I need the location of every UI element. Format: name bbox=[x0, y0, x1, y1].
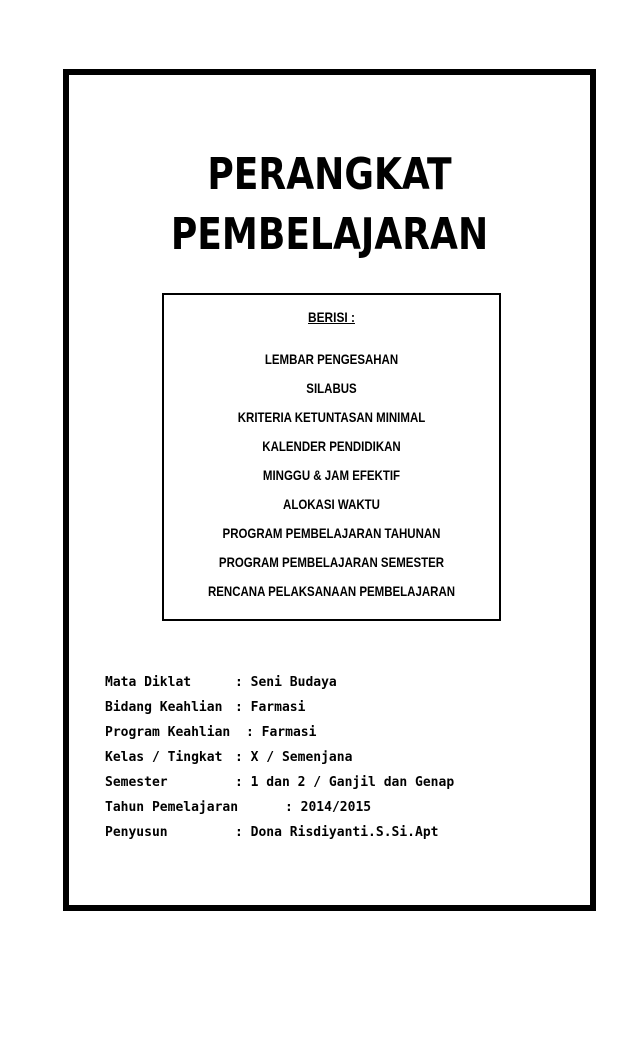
info-value: : Farmasi bbox=[235, 700, 306, 715]
info-value: : X / Semenjana bbox=[235, 750, 353, 765]
info-row-penyusun bbox=[105, 820, 575, 845]
title-line-2: PEMBELAJARAN bbox=[170, 209, 489, 260]
info-label: Tahun Pemelajaran bbox=[105, 800, 239, 815]
contents-item-lembar-pengesahan: LEMBAR PENGESAHAN bbox=[264, 351, 399, 367]
info-value: : Dona Risdiyanti.S.Si.Apt bbox=[235, 825, 439, 840]
contents-item-alokasi: ALOKASI WAKTU bbox=[283, 496, 380, 512]
info-row-tahun bbox=[105, 795, 575, 820]
info-label: Penyusun bbox=[105, 825, 168, 840]
contents-item-silabus: SILABUS bbox=[306, 380, 357, 396]
info-row-mata-diklat bbox=[105, 670, 575, 695]
info-label: Mata Diklat bbox=[105, 675, 192, 690]
info-label: Program Keahlian bbox=[105, 725, 231, 740]
info-value: : Seni Budaya bbox=[235, 675, 337, 690]
contents-item-kkm: KRITERIA KETUNTASAN MINIMAL bbox=[237, 409, 426, 425]
info-value: : Farmasi bbox=[246, 725, 317, 740]
info-block bbox=[105, 670, 575, 845]
contents-item-minggu-jam: MINGGU & JAM EFEKTIF bbox=[262, 467, 401, 483]
contents-list bbox=[164, 345, 499, 606]
info-row-bidang-keahlian bbox=[105, 695, 575, 720]
contents-item-prota: PROGRAM PEMBELAJARAN TAHUNAN bbox=[222, 525, 441, 541]
info-row-kelas bbox=[105, 745, 575, 770]
contents-box bbox=[162, 293, 501, 621]
contents-heading: BERISI : bbox=[308, 309, 355, 325]
info-label: Kelas / Tingkat bbox=[105, 750, 223, 765]
info-row-semester bbox=[105, 770, 575, 795]
contents-item-promes: PROGRAM PEMBELAJARAN SEMESTER bbox=[218, 554, 445, 570]
info-value: : 2014/2015 bbox=[285, 800, 372, 815]
cover-frame bbox=[63, 69, 596, 911]
info-row-program-keahlian bbox=[105, 720, 575, 745]
contents-item-kalender: KALENDER PENDIDIKAN bbox=[262, 438, 401, 454]
info-label: Semester bbox=[105, 775, 168, 790]
info-value: : 1 dan 2 / Ganjil dan Genap bbox=[235, 775, 455, 790]
contents-item-rpp: RENCANA PELAKSANAAN PEMBELAJARAN bbox=[207, 583, 456, 599]
info-label: Bidang Keahlian bbox=[105, 700, 223, 715]
title-line-1: PERANGKAT bbox=[207, 149, 452, 200]
